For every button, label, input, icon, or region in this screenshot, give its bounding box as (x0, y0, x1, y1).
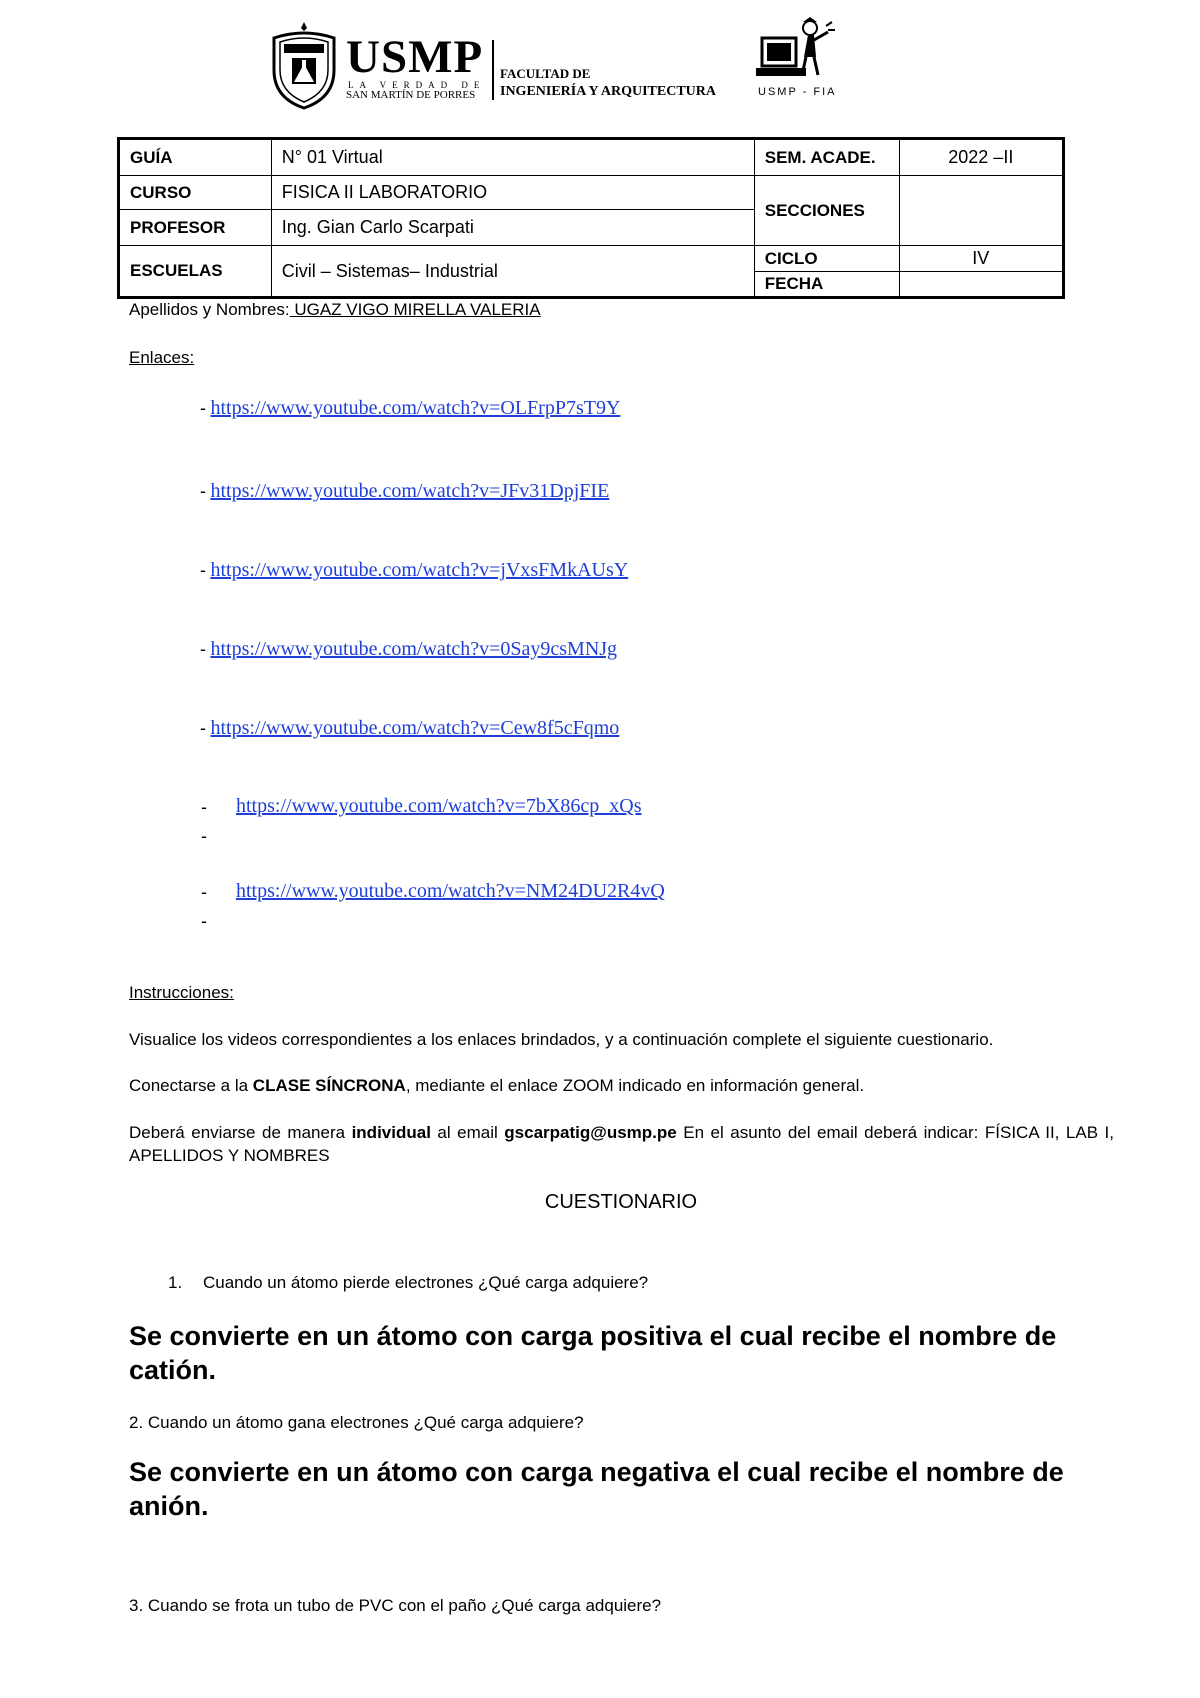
ciclo-label: CICLO (754, 246, 899, 272)
question-1-number: 1. (168, 1273, 183, 1292)
fecha-label: FECHA (754, 272, 899, 298)
instructions-paragraph-3 (129, 1122, 1114, 1168)
instructions-emphasis: CLASE SÍNCRONA (252, 1076, 406, 1095)
question-1: Cuando un átomo pierde electrones ¿Qué carga adquiere? (203, 1273, 649, 1292)
video-link-2[interactable]: https://www.youtube.com/watch?v=JFv31DpjFIE (210, 480, 610, 502)
guia-value: N° 01 Virtual (271, 139, 754, 176)
student-name-label: Apellidos y Nombres: (129, 300, 290, 319)
instructions-text: , mediante el enlace ZOOM indicado en información general. (405, 1076, 865, 1095)
fia-label: USMP - FIA (758, 86, 837, 98)
guia-label: GUÍA (119, 139, 272, 176)
list-dash: - (200, 718, 206, 738)
fia-computer-logo (748, 16, 844, 86)
instructions-text: Conectarse a la (129, 1076, 253, 1095)
list-dash: - (201, 911, 207, 931)
faculty-name-line2: INGENIERÍA Y ARQUITECTURA (500, 84, 717, 99)
instructions-paragraph-2 (129, 1075, 1114, 1098)
video-link-3[interactable]: https://www.youtube.com/watch?v=jVxsFMkAUsY (210, 559, 629, 581)
list-dash: - (200, 560, 206, 580)
usmp-brand: USMP (346, 31, 484, 83)
video-link-1[interactable]: https://www.youtube.com/watch?v=OLFrpP7sT9Y (210, 397, 621, 419)
ciclo-value: IV (899, 246, 1063, 272)
course-info-table (117, 137, 1065, 299)
link-item (200, 717, 619, 740)
link-item (200, 480, 609, 503)
contact-email: gscarpatig@usmp.pe (504, 1123, 677, 1142)
fecha-value (899, 272, 1063, 298)
curso-value: FISICA II LABORATORIO (271, 176, 754, 210)
secciones-label: SECCIONES (754, 176, 899, 246)
profesor-value: Ing. Gian Carlo Scarpati (271, 210, 754, 246)
faculty-name-line1: FACULTAD DE (500, 66, 591, 81)
profesor-label: PROFESOR (119, 210, 272, 246)
answer-2: Se convierte en un átomo con carga negativa el cual recibe el nombre de anión. (129, 1457, 1064, 1521)
escuelas-label: ESCUELAS (119, 246, 272, 298)
header-divider (492, 40, 494, 100)
curso-label: CURSO (119, 176, 272, 210)
link-item (200, 559, 628, 582)
video-link-6[interactable]: https://www.youtube.com/watch?v=7bX86cp_xQs (236, 795, 642, 817)
link-item (200, 638, 617, 661)
instructions-text: Deberá enviarse de manera (129, 1123, 352, 1142)
instructions-heading: Instrucciones: (129, 983, 234, 1002)
usmp-brand-subtitle: LA VERDAD DE (348, 80, 486, 90)
university-seal-logo (266, 20, 342, 110)
instructions-text: En el asunto del email deberá indicar: FÍSICA II, LAB I, APELLIDOS Y NOMBRES (129, 1123, 1114, 1165)
question-2: 2. Cuando un átomo gana electrones ¿Qué carga adquiere? (129, 1413, 584, 1432)
secciones-value (899, 176, 1063, 246)
instructions-emphasis: individual (351, 1123, 431, 1142)
list-dash: - (200, 639, 206, 659)
list-dash: - (200, 481, 206, 501)
list-dash: - (200, 398, 206, 418)
links-heading: Enlaces: (129, 348, 195, 367)
usmp-brand-location: SAN MARTÍN DE PORRES (346, 89, 476, 101)
answer-1: Se convierte en un átomo con carga positiva el cual recibe el nombre de catión. (129, 1321, 1057, 1385)
video-link-7[interactable]: https://www.youtube.com/watch?v=NM24DU2R4vQ (236, 880, 665, 902)
list-dash: - (201, 797, 207, 817)
question-3: 3. Cuando se frota un tubo de PVC con el paño ¿Qué carga adquiere? (129, 1596, 662, 1615)
list-dash: - (201, 882, 207, 902)
video-link-4[interactable]: https://www.youtube.com/watch?v=0Say9csMNJg (210, 638, 618, 660)
escuelas-value: Civil – Sistemas– Industrial (271, 246, 754, 298)
link-item (200, 397, 620, 420)
list-dash: - (201, 826, 207, 846)
student-name-line (129, 299, 541, 322)
semester-value: 2022 –II (899, 139, 1063, 176)
semester-label: SEM. ACADE. (754, 139, 899, 176)
video-link-5[interactable]: https://www.youtube.com/watch?v=Cew8f5cFqmo (210, 717, 620, 739)
questionnaire-title: CUESTIONARIO (544, 1191, 698, 1213)
student-name-value: UGAZ VIGO MIRELLA VALERIA (289, 300, 541, 319)
instructions-paragraph-1: Visualice los videos correspondientes a los enlaces brindados, y a continuación complete el siguiente cuestionario. (129, 1030, 994, 1049)
instructions-text: al email (430, 1123, 505, 1142)
